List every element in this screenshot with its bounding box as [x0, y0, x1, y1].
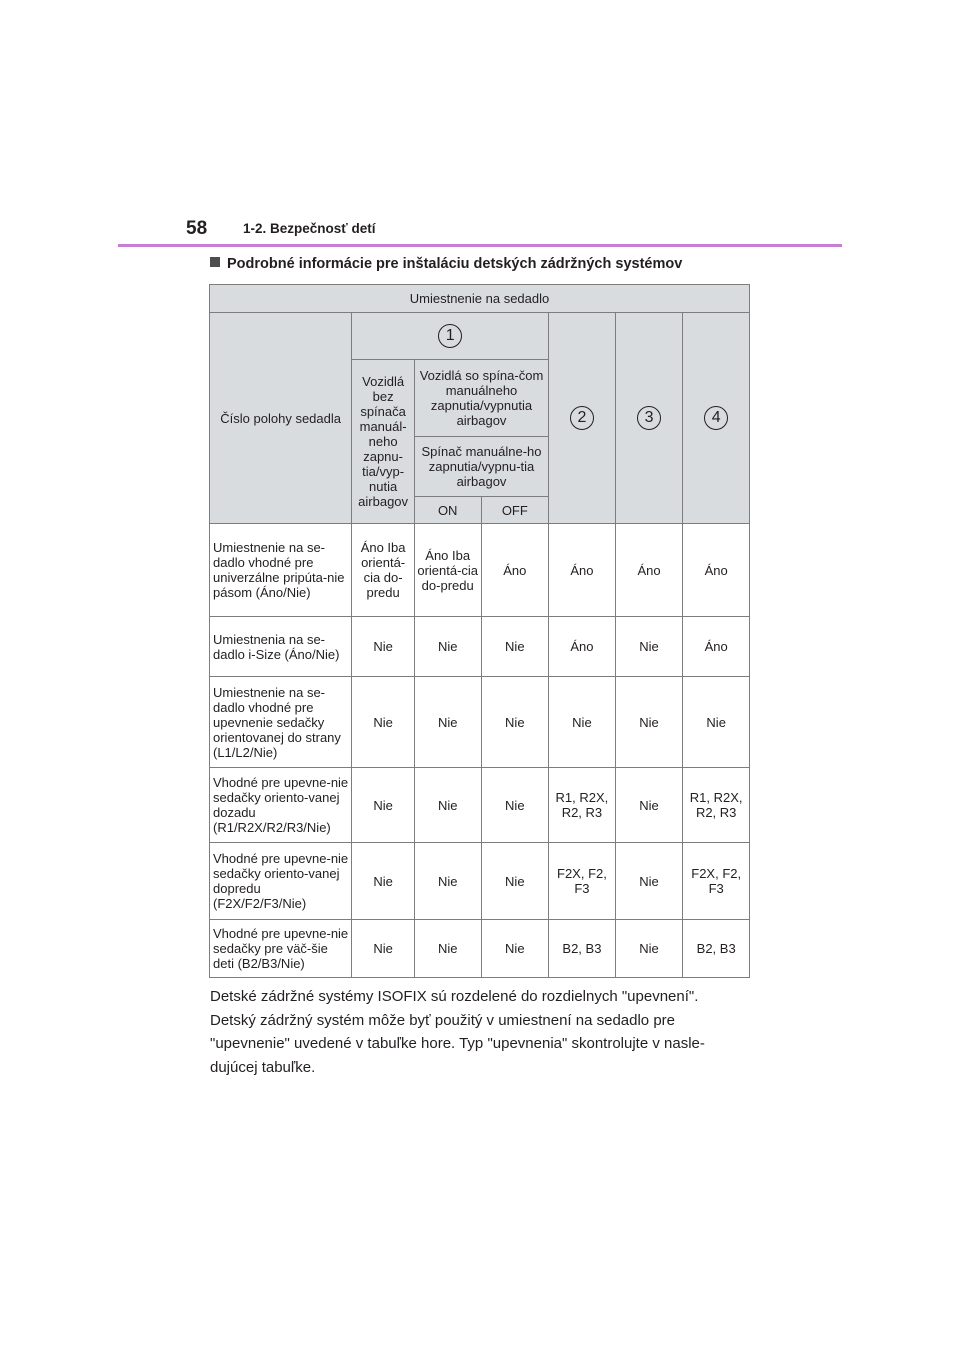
row-label: Umiestnenie na se-dadlo vhodné pre univerzálne pripúta-nie pásom (Áno/Nie)	[210, 524, 352, 617]
switch-on-label: ON	[414, 497, 481, 524]
position-3-header	[615, 313, 683, 524]
table-cell: Áno	[683, 524, 750, 617]
section-heading	[210, 256, 682, 272]
table-cell: F2X, F2, F3	[683, 843, 750, 920]
child-seat-table	[209, 284, 750, 978]
table-cell: Nie	[615, 843, 683, 920]
placement-title: Umiestnenie na sedadlo	[210, 285, 750, 313]
table-row	[210, 617, 750, 677]
table-cell: Nie	[615, 617, 683, 677]
table-cell: Nie	[352, 843, 415, 920]
position-1-circle-icon: 1	[438, 324, 462, 348]
table-cell: Nie	[683, 677, 750, 768]
row-label: Vhodné pre upevne-nie sedačky oriento-vanej dopredu (F2X/F2/F3/Nie)	[210, 843, 352, 920]
table-row	[210, 768, 750, 843]
table-cell: Áno	[549, 524, 616, 617]
body-line: Detské zádržné systémy ISOFIX sú rozdelené do rozdielnych "upevnení".	[210, 988, 699, 1005]
table-row	[210, 843, 750, 920]
table-row	[210, 920, 750, 978]
table-cell: Nie	[352, 768, 415, 843]
row-label: Vhodné pre upevne-nie sedačky oriento-vanej dozadu (R1/R2X/R2/R3/Nie)	[210, 768, 352, 843]
table-cell: F2X, F2, F3	[549, 843, 616, 920]
position-label: Číslo polohy sedadla	[210, 313, 352, 524]
table-cell: R1, R2X, R2, R3	[549, 768, 616, 843]
position-4-circle-icon: 4	[704, 406, 728, 430]
table-cell: Nie	[481, 920, 549, 978]
table-cell: Nie	[414, 768, 481, 843]
position-2-circle-icon: 2	[570, 406, 594, 430]
vehicle-with-switch: Vozidlá so spína-čom manuálneho zapnutia/vypnutia airbagov	[414, 360, 548, 437]
square-bullet-icon	[210, 257, 220, 267]
table-row	[210, 524, 750, 617]
body-line: dujúcej tabuľke.	[210, 1058, 316, 1076]
table-row	[210, 677, 750, 768]
row-label: Vhodné pre upevne-nie sedačky pre väč-šie deti (B2/B3/Nie)	[210, 920, 352, 978]
table-cell: Nie	[414, 843, 481, 920]
header-divider	[118, 244, 842, 247]
vehicle-without-switch: Vozidlá bez spínača manuál-neho zapnu-tia/vyp-nutia airbagov	[352, 360, 415, 524]
body-line: Detský zádržný systém môže byť použitý v umiestnení na sedadlo pre	[210, 1011, 675, 1029]
table-cell: Nie	[352, 617, 415, 677]
position-1-header	[352, 313, 549, 360]
body-paragraph	[210, 985, 770, 1079]
table-cell: Áno	[683, 617, 750, 677]
table-cell: Nie	[481, 617, 549, 677]
position-2-header	[549, 313, 616, 524]
table-cell: Nie	[615, 768, 683, 843]
table-cell: Áno Iba orientá-cia do-predu	[352, 524, 415, 617]
switch-label: Spínač manuálne-ho zapnutia/vypnu-tia airbagov	[414, 437, 548, 497]
table-cell: Áno	[481, 524, 549, 617]
section-title: 1-2. Bezpečnosť detí	[243, 221, 376, 236]
table-cell: Nie	[352, 920, 415, 978]
table-cell: Áno Iba orientá-cia do-predu	[414, 524, 481, 617]
heading-text: Podrobné informácie pre inštaláciu detských zádržných systémov	[227, 256, 683, 272]
table-cell: Áno	[549, 617, 616, 677]
table-cell: Nie	[414, 617, 481, 677]
table-cell: R1, R2X, R2, R3	[683, 768, 750, 843]
table-cell: Áno	[615, 524, 683, 617]
body-line: "upevnenie" uvedené v tabuľke hore. Typ "upevnenia" skontrolujte v nasle-	[210, 1035, 705, 1052]
page-number: 58	[186, 218, 208, 239]
table-cell: Nie	[549, 677, 616, 768]
table-cell: Nie	[414, 677, 481, 768]
switch-off-label: OFF	[481, 497, 549, 524]
row-label: Umiestnenie na se-dadlo vhodné pre upevnenie sedačky orientovanej do strany (L1/L2/Nie)	[210, 677, 352, 768]
table-cell: Nie	[352, 677, 415, 768]
position-3-circle-icon: 3	[637, 406, 661, 430]
row-label: Umiestnenia na se-dadlo i-Size (Áno/Nie)	[210, 617, 352, 677]
table-cell: Nie	[414, 920, 481, 978]
table-cell: Nie	[481, 677, 549, 768]
position-4-header	[683, 313, 750, 524]
table-cell: Nie	[615, 920, 683, 978]
table-cell: B2, B3	[683, 920, 750, 978]
table-cell: Nie	[481, 843, 549, 920]
table-cell: Nie	[481, 768, 549, 843]
table-cell: B2, B3	[549, 920, 616, 978]
table-cell: Nie	[615, 677, 683, 768]
